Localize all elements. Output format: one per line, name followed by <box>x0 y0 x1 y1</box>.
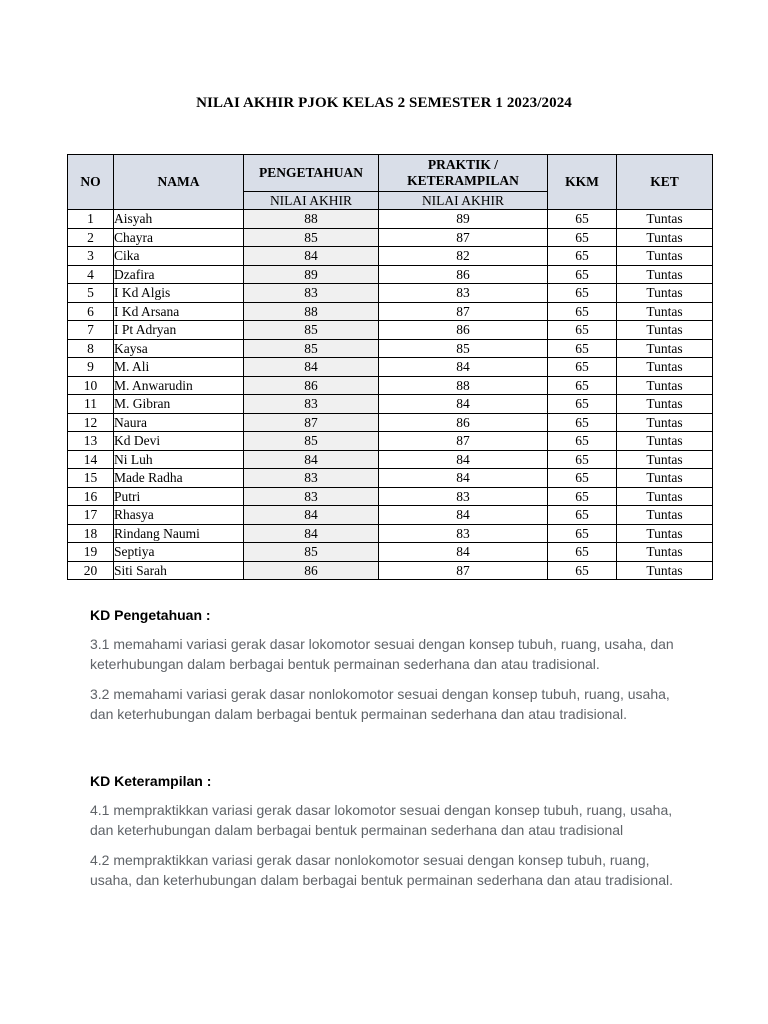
table-row <box>68 450 713 469</box>
cell-pengetahuan: 83 <box>244 395 379 414</box>
table-row <box>68 339 713 358</box>
cell-praktik: 87 <box>379 432 548 451</box>
cell-no: 6 <box>68 302 114 321</box>
cell-kkm: 65 <box>548 284 617 303</box>
cell-praktik: 83 <box>379 284 548 303</box>
cell-praktik: 86 <box>379 413 548 432</box>
cell-ket: Tuntas <box>617 561 713 580</box>
cell-pengetahuan: 89 <box>244 265 379 284</box>
kd-pengetahuan-section <box>90 607 690 724</box>
table-row <box>68 469 713 488</box>
cell-pengetahuan: 85 <box>244 432 379 451</box>
cell-nama: I Pt Adryan <box>114 321 244 340</box>
cell-nama: Chayra <box>114 228 244 247</box>
cell-ket: Tuntas <box>617 321 713 340</box>
cell-praktik: 83 <box>379 487 548 506</box>
cell-pengetahuan: 87 <box>244 413 379 432</box>
cell-pengetahuan: 85 <box>244 543 379 562</box>
kd-keterampilan-section <box>90 773 690 890</box>
header-praktik <box>379 155 548 192</box>
table-row <box>68 210 713 229</box>
cell-ket: Tuntas <box>617 358 713 377</box>
cell-no: 3 <box>68 247 114 266</box>
cell-kkm: 65 <box>548 432 617 451</box>
header-kkm: KKM <box>548 155 617 210</box>
header-pengetahuan: PENGETAHUAN <box>244 155 379 192</box>
cell-kkm: 65 <box>548 358 617 377</box>
table-row <box>68 247 713 266</box>
header-nama: NAMA <box>114 155 244 210</box>
cell-kkm: 65 <box>548 228 617 247</box>
cell-pengetahuan: 83 <box>244 487 379 506</box>
cell-ket: Tuntas <box>617 487 713 506</box>
cell-nama: Ni Luh <box>114 450 244 469</box>
cell-no: 5 <box>68 284 114 303</box>
cell-praktik: 89 <box>379 210 548 229</box>
cell-nama: Dzafira <box>114 265 244 284</box>
cell-no: 10 <box>68 376 114 395</box>
cell-praktik: 86 <box>379 321 548 340</box>
cell-no: 16 <box>68 487 114 506</box>
cell-nama: Siti Sarah <box>114 561 244 580</box>
cell-pengetahuan: 84 <box>244 247 379 266</box>
cell-kkm: 65 <box>548 247 617 266</box>
table-row <box>68 543 713 562</box>
table-row <box>68 376 713 395</box>
subheader-pengetahuan-nilai-akhir: NILAI AKHIR <box>244 192 379 210</box>
cell-nama: Cika <box>114 247 244 266</box>
cell-ket: Tuntas <box>617 469 713 488</box>
cell-kkm: 65 <box>548 506 617 525</box>
cell-praktik: 87 <box>379 228 548 247</box>
cell-pengetahuan: 83 <box>244 469 379 488</box>
cell-nama: Kd Devi <box>114 432 244 451</box>
cell-ket: Tuntas <box>617 210 713 229</box>
cell-nama: M. Gibran <box>114 395 244 414</box>
cell-pengetahuan: 85 <box>244 339 379 358</box>
cell-pengetahuan: 88 <box>244 302 379 321</box>
cell-no: 13 <box>68 432 114 451</box>
table-row <box>68 506 713 525</box>
cell-ket: Tuntas <box>617 376 713 395</box>
cell-nama: M. Ali <box>114 358 244 377</box>
subheader-praktik-nilai-akhir: NILAI AKHIR <box>379 192 548 210</box>
cell-praktik: 88 <box>379 376 548 395</box>
table-row <box>68 265 713 284</box>
cell-ket: Tuntas <box>617 450 713 469</box>
cell-kkm: 65 <box>548 339 617 358</box>
cell-praktik: 84 <box>379 450 548 469</box>
table-row <box>68 358 713 377</box>
cell-kkm: 65 <box>548 265 617 284</box>
cell-pengetahuan: 85 <box>244 228 379 247</box>
cell-no: 4 <box>68 265 114 284</box>
cell-kkm: 65 <box>548 395 617 414</box>
kd-pengetahuan-heading: KD Pengetahuan : <box>90 607 211 623</box>
kd-pengetahuan-item-1: 3.1 memahami variasi gerak dasar lokomotor sesuai dengan konsep tubuh, ruang, usaha, dan keterhubungan dalam berbagai bentuk permainan sederhana dan atau tradisional. <box>90 636 674 672</box>
cell-praktik: 87 <box>379 302 548 321</box>
cell-kkm: 65 <box>548 561 617 580</box>
cell-kkm: 65 <box>548 450 617 469</box>
cell-praktik: 84 <box>379 395 548 414</box>
table-header-row <box>68 155 713 192</box>
cell-no: 15 <box>68 469 114 488</box>
cell-kkm: 65 <box>548 543 617 562</box>
table-row <box>68 432 713 451</box>
table-row <box>68 395 713 414</box>
cell-pengetahuan: 85 <box>244 321 379 340</box>
cell-ket: Tuntas <box>617 265 713 284</box>
cell-nama: Putri <box>114 487 244 506</box>
cell-no: 17 <box>68 506 114 525</box>
cell-praktik: 85 <box>379 339 548 358</box>
cell-praktik: 82 <box>379 247 548 266</box>
kd-keterampilan-heading: KD Keterampilan : <box>90 773 212 789</box>
grades-table <box>67 154 713 580</box>
table-row <box>68 524 713 543</box>
cell-no: 14 <box>68 450 114 469</box>
cell-praktik: 84 <box>379 543 548 562</box>
cell-ket: Tuntas <box>617 506 713 525</box>
cell-no: 18 <box>68 524 114 543</box>
kd-pengetahuan-item-2: 3.2 memahami variasi gerak dasar nonlokomotor sesuai dengan konsep tubuh, ruang, usaha, dan keterhubungan dalam berbagai bentuk permainan sederhana dan atau tradisional. <box>90 686 670 722</box>
cell-kkm: 65 <box>548 413 617 432</box>
cell-kkm: 65 <box>548 376 617 395</box>
cell-praktik: 84 <box>379 469 548 488</box>
cell-nama: Kaysa <box>114 339 244 358</box>
cell-pengetahuan: 86 <box>244 561 379 580</box>
cell-kkm: 65 <box>548 469 617 488</box>
cell-kkm: 65 <box>548 321 617 340</box>
page-title: NILAI AKHIR PJOK KELAS 2 SEMESTER 1 2023/2024 <box>196 95 572 111</box>
cell-nama: Aisyah <box>114 210 244 229</box>
table-row <box>68 321 713 340</box>
header-praktik-line1: PRAKTIK / <box>427 157 499 172</box>
table-row <box>68 302 713 321</box>
cell-no: 12 <box>68 413 114 432</box>
cell-ket: Tuntas <box>617 247 713 266</box>
cell-no: 2 <box>68 228 114 247</box>
cell-praktik: 84 <box>379 506 548 525</box>
table-row <box>68 284 713 303</box>
cell-ket: Tuntas <box>617 432 713 451</box>
cell-ket: Tuntas <box>617 302 713 321</box>
cell-praktik: 84 <box>379 358 548 377</box>
cell-no: 19 <box>68 543 114 562</box>
cell-praktik: 86 <box>379 265 548 284</box>
cell-pengetahuan: 84 <box>244 450 379 469</box>
header-no: NO <box>68 155 114 210</box>
cell-no: 20 <box>68 561 114 580</box>
table-row <box>68 561 713 580</box>
cell-nama: Septiya <box>114 543 244 562</box>
cell-pengetahuan: 88 <box>244 210 379 229</box>
cell-no: 11 <box>68 395 114 414</box>
cell-ket: Tuntas <box>617 543 713 562</box>
cell-pengetahuan: 84 <box>244 506 379 525</box>
cell-ket: Tuntas <box>617 228 713 247</box>
cell-praktik: 83 <box>379 524 548 543</box>
cell-pengetahuan: 84 <box>244 358 379 377</box>
cell-ket: Tuntas <box>617 524 713 543</box>
table-row <box>68 413 713 432</box>
kd-keterampilan-item-1: 4.1 mempraktikkan variasi gerak dasar lokomotor sesuai dengan konsep tubuh, ruang, usaha, dan keterhubungan dalam berbagai bentuk permainan sederhana dan atau tradisional <box>90 802 673 838</box>
grades-table-body <box>68 210 713 580</box>
cell-nama: Naura <box>114 413 244 432</box>
cell-ket: Tuntas <box>617 339 713 358</box>
kd-keterampilan-item-2: 4.2 mempraktikkan variasi gerak dasar nonlokomotor sesuai dengan konsep tubuh, ruang, usaha, dan keterhubungan dalam berbagai bentuk permainan sederhana dan atau tradisional. <box>90 852 673 888</box>
cell-pengetahuan: 84 <box>244 524 379 543</box>
cell-nama: Made Radha <box>114 469 244 488</box>
cell-nama: I Kd Algis <box>114 284 244 303</box>
table-row <box>68 487 713 506</box>
cell-pengetahuan: 83 <box>244 284 379 303</box>
cell-no: 9 <box>68 358 114 377</box>
cell-no: 1 <box>68 210 114 229</box>
cell-nama: M. Anwarudin <box>114 376 244 395</box>
header-ket: KET <box>617 155 713 210</box>
cell-pengetahuan: 86 <box>244 376 379 395</box>
cell-kkm: 65 <box>548 302 617 321</box>
cell-kkm: 65 <box>548 487 617 506</box>
cell-praktik: 87 <box>379 561 548 580</box>
cell-kkm: 65 <box>548 524 617 543</box>
table-row <box>68 228 713 247</box>
cell-nama: I Kd Arsana <box>114 302 244 321</box>
cell-no: 8 <box>68 339 114 358</box>
cell-nama: Rindang Naumi <box>114 524 244 543</box>
header-praktik-line2: KETERAMPILAN <box>407 173 519 188</box>
cell-kkm: 65 <box>548 210 617 229</box>
cell-no: 7 <box>68 321 114 340</box>
cell-ket: Tuntas <box>617 395 713 414</box>
cell-ket: Tuntas <box>617 284 713 303</box>
cell-ket: Tuntas <box>617 413 713 432</box>
cell-nama: Rhasya <box>114 506 244 525</box>
